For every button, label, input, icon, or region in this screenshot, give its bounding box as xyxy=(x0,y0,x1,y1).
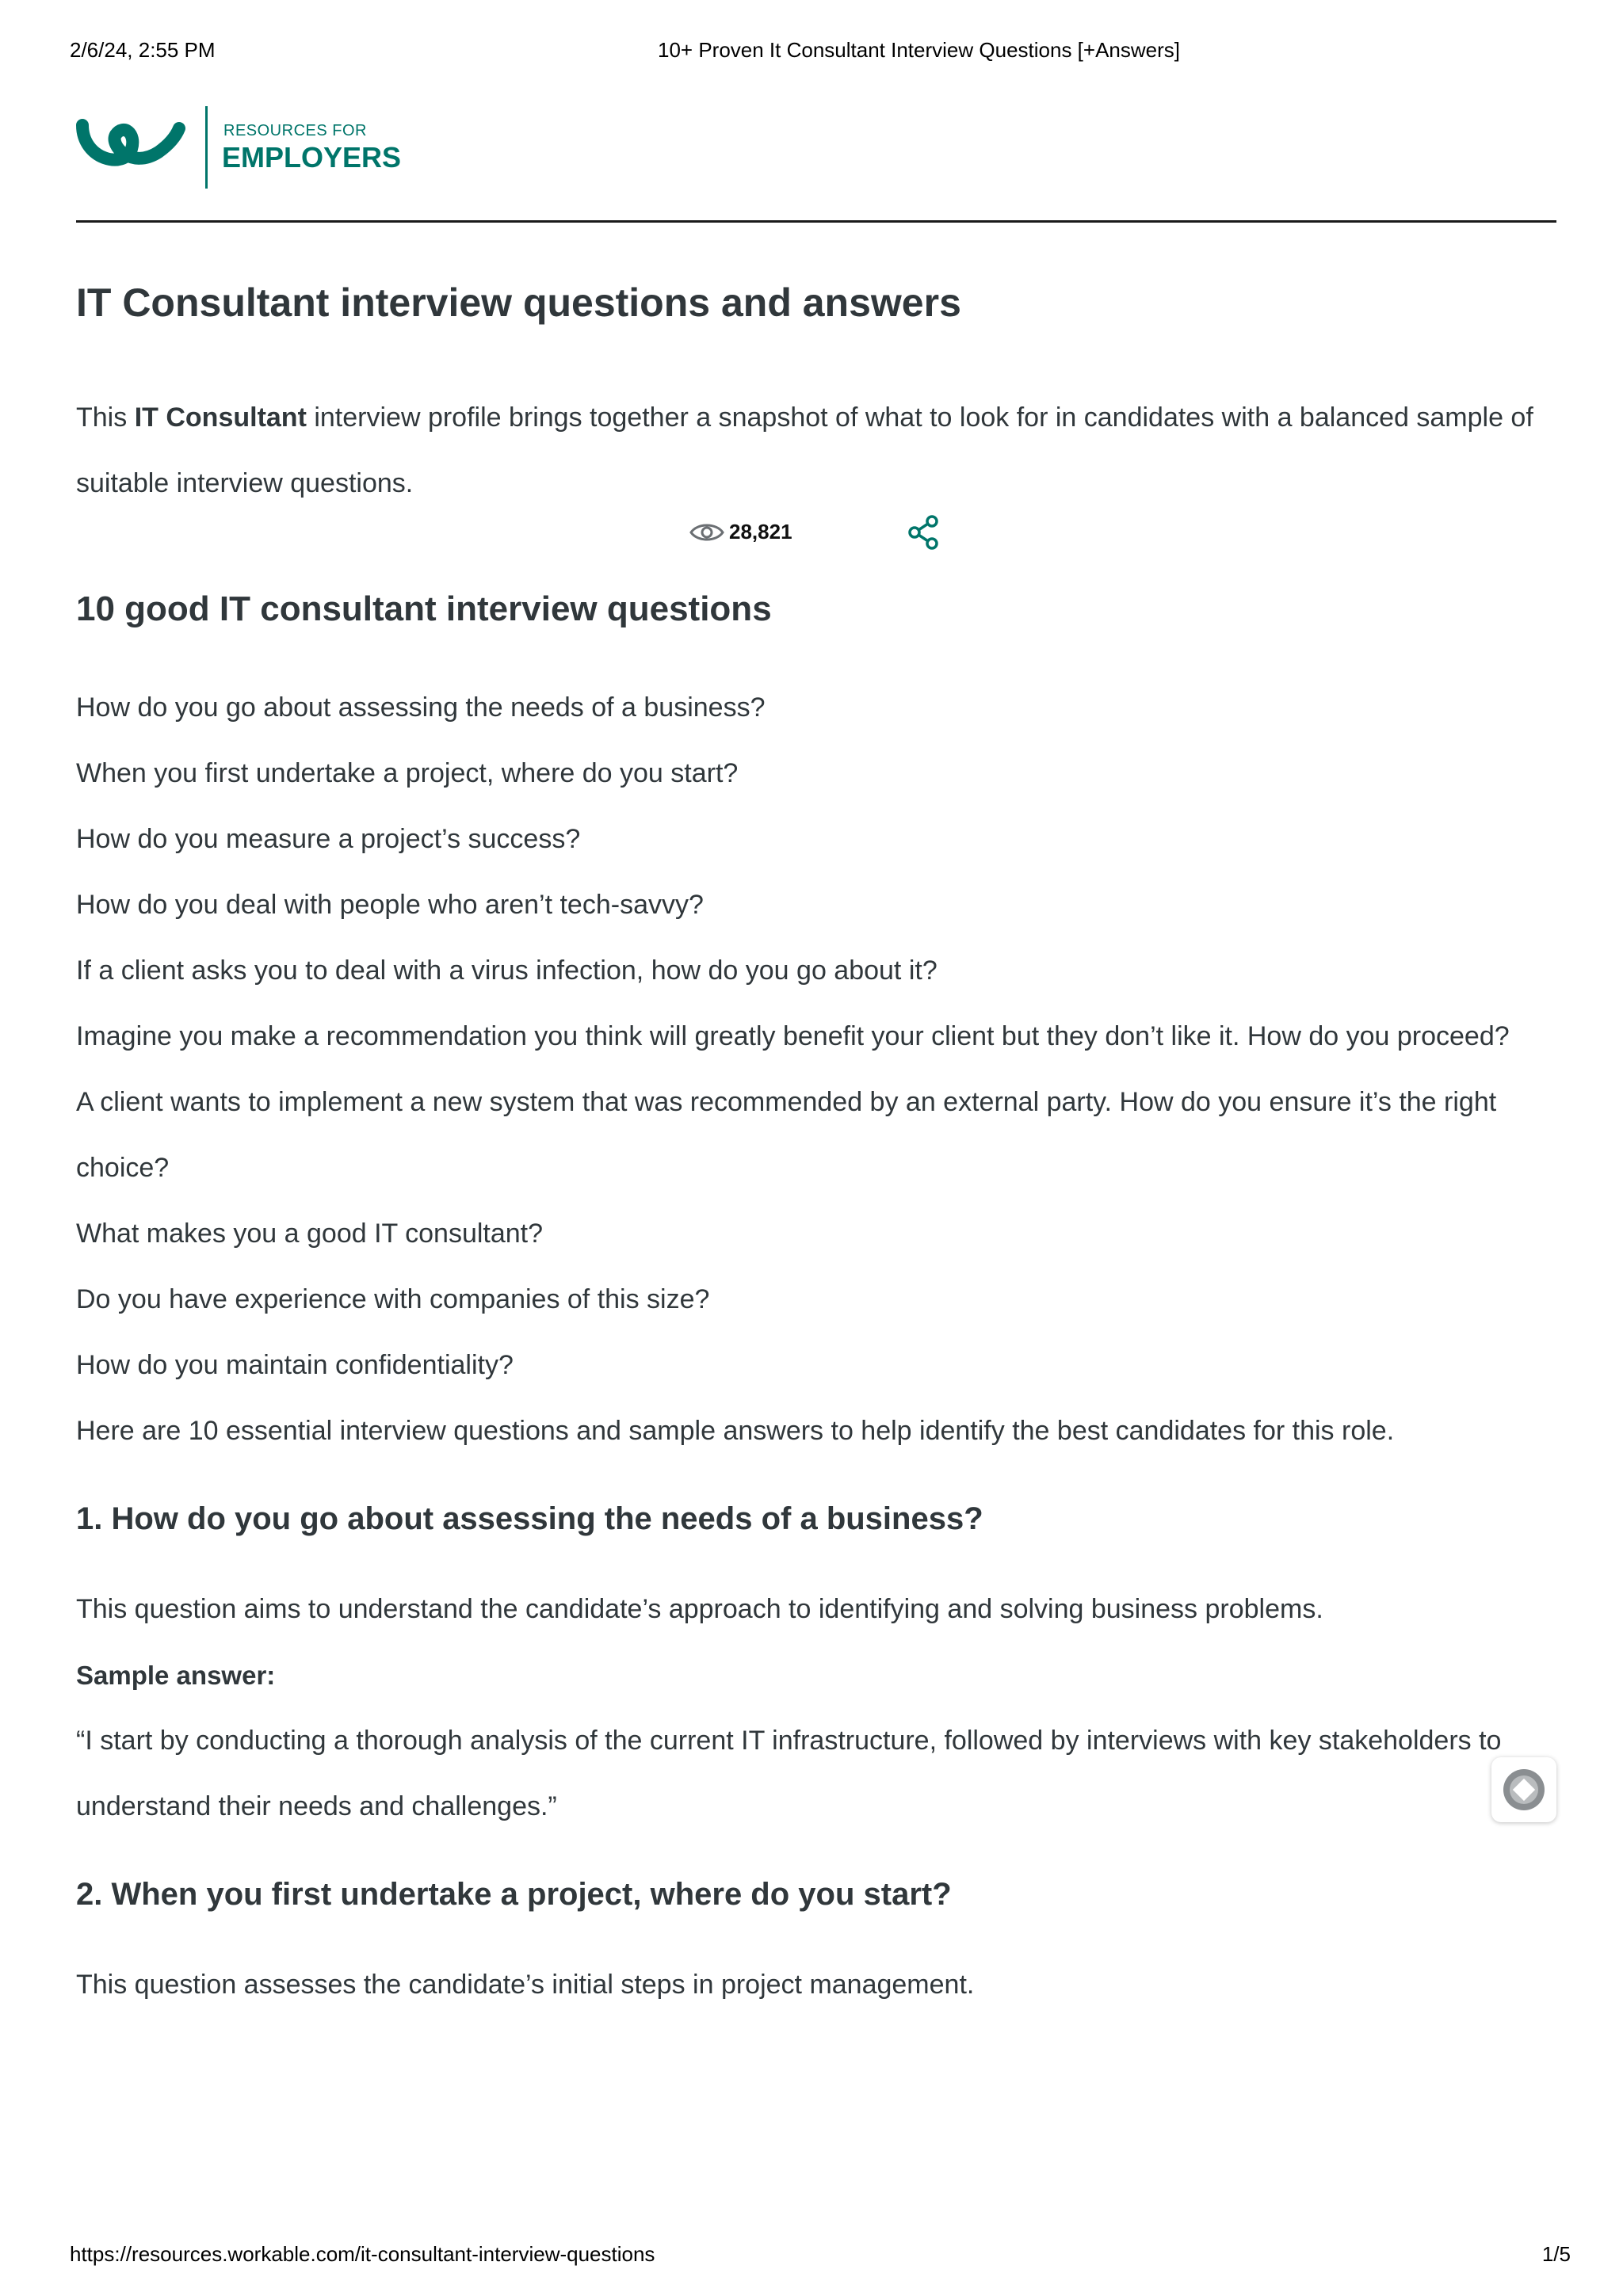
questions-heading: 10 good IT consultant interview questions xyxy=(76,589,772,628)
question-item: How do you measure a project’s success? xyxy=(76,824,581,854)
section-description-2: This question assesses the candidate’s initial steps in project management. xyxy=(76,1970,975,2000)
print-doc-title: 10+ Proven It Consultant Interview Questions [+Answers] xyxy=(658,38,1181,62)
widget-diamond-icon xyxy=(1502,1768,1546,1812)
logo-separator xyxy=(205,106,208,189)
section-heading-1: 1. How do you go about assessing the needs of a business? xyxy=(76,1501,983,1536)
logo-wordmark: EMPLOYERS xyxy=(222,141,402,174)
workable-logo-mark-icon xyxy=(76,114,187,177)
question-item: If a client asks you to deal with a virus infection, how do you go about it? xyxy=(76,955,938,986)
share-button[interactable] xyxy=(907,515,941,554)
article-content xyxy=(76,279,1550,2018)
eye-icon xyxy=(689,521,724,544)
view-count xyxy=(689,520,792,544)
print-datetime: 2/6/24, 2:55 PM xyxy=(70,38,216,62)
print-header xyxy=(70,38,1553,70)
print-footer xyxy=(70,2242,1571,2271)
question-item: How do you deal with people who aren’t tech-savvy? xyxy=(76,890,704,920)
logo-tagline: RESOURCES FOR xyxy=(223,122,367,139)
floating-widget-button[interactable] xyxy=(1491,1757,1556,1822)
question-item: Do you have experience with companies of this size? xyxy=(76,1284,710,1314)
section-description-1: This question aims to understand the candidate’s approach to identifying and solving business problems. xyxy=(76,1594,1323,1624)
intro-paragraph xyxy=(76,385,1550,517)
questions-summary: Here are 10 essential interview questions and sample answers to help identify the best candidates for this role. xyxy=(76,1416,1395,1446)
question-item: Imagine you make a recommendation you think will greatly benefit your client but they don’t like it. How do you proceed? xyxy=(76,1021,1510,1051)
print-url: https://resources.workable.com/it-consultant-interview-questions xyxy=(70,2242,655,2266)
share-icon xyxy=(907,515,941,550)
section-heading-2: 2. When you first undertake a project, where do you start? xyxy=(76,1877,952,1912)
sample-answer-label: Sample answer: xyxy=(76,1661,276,1690)
page-number: 1/5 xyxy=(1541,2242,1571,2266)
question-item: A client wants to implement a new system that was recommended by an external party. How do you ensure it’s the right choice? xyxy=(76,1087,1497,1183)
page-title: IT Consultant interview questions and answers xyxy=(76,280,961,325)
question-item: What makes you a good IT consultant? xyxy=(76,1219,544,1249)
intro-bold-role: IT Consultant xyxy=(134,402,307,433)
sample-answer-text: “I start by conducting a thorough analysis of the current IT infrastructure, followed by interviews with key stakeholders to understand their needs and challenges.” xyxy=(76,1726,1502,1821)
question-item: How do you maintain confidentiality? xyxy=(76,1350,514,1380)
header-divider xyxy=(76,220,1556,223)
question-item: When you first undertake a project, where do you start? xyxy=(76,758,739,788)
view-count-value: 28,821 xyxy=(729,520,792,543)
question-item: How do you go about assessing the needs of a business? xyxy=(76,692,766,723)
intro-prefix: This xyxy=(76,402,135,433)
article-meta xyxy=(76,512,1550,567)
intro-suffix: interview profile brings together a snapshot of what to look for in candidates with a balanced sample of suitable interview questions. xyxy=(76,402,1533,498)
